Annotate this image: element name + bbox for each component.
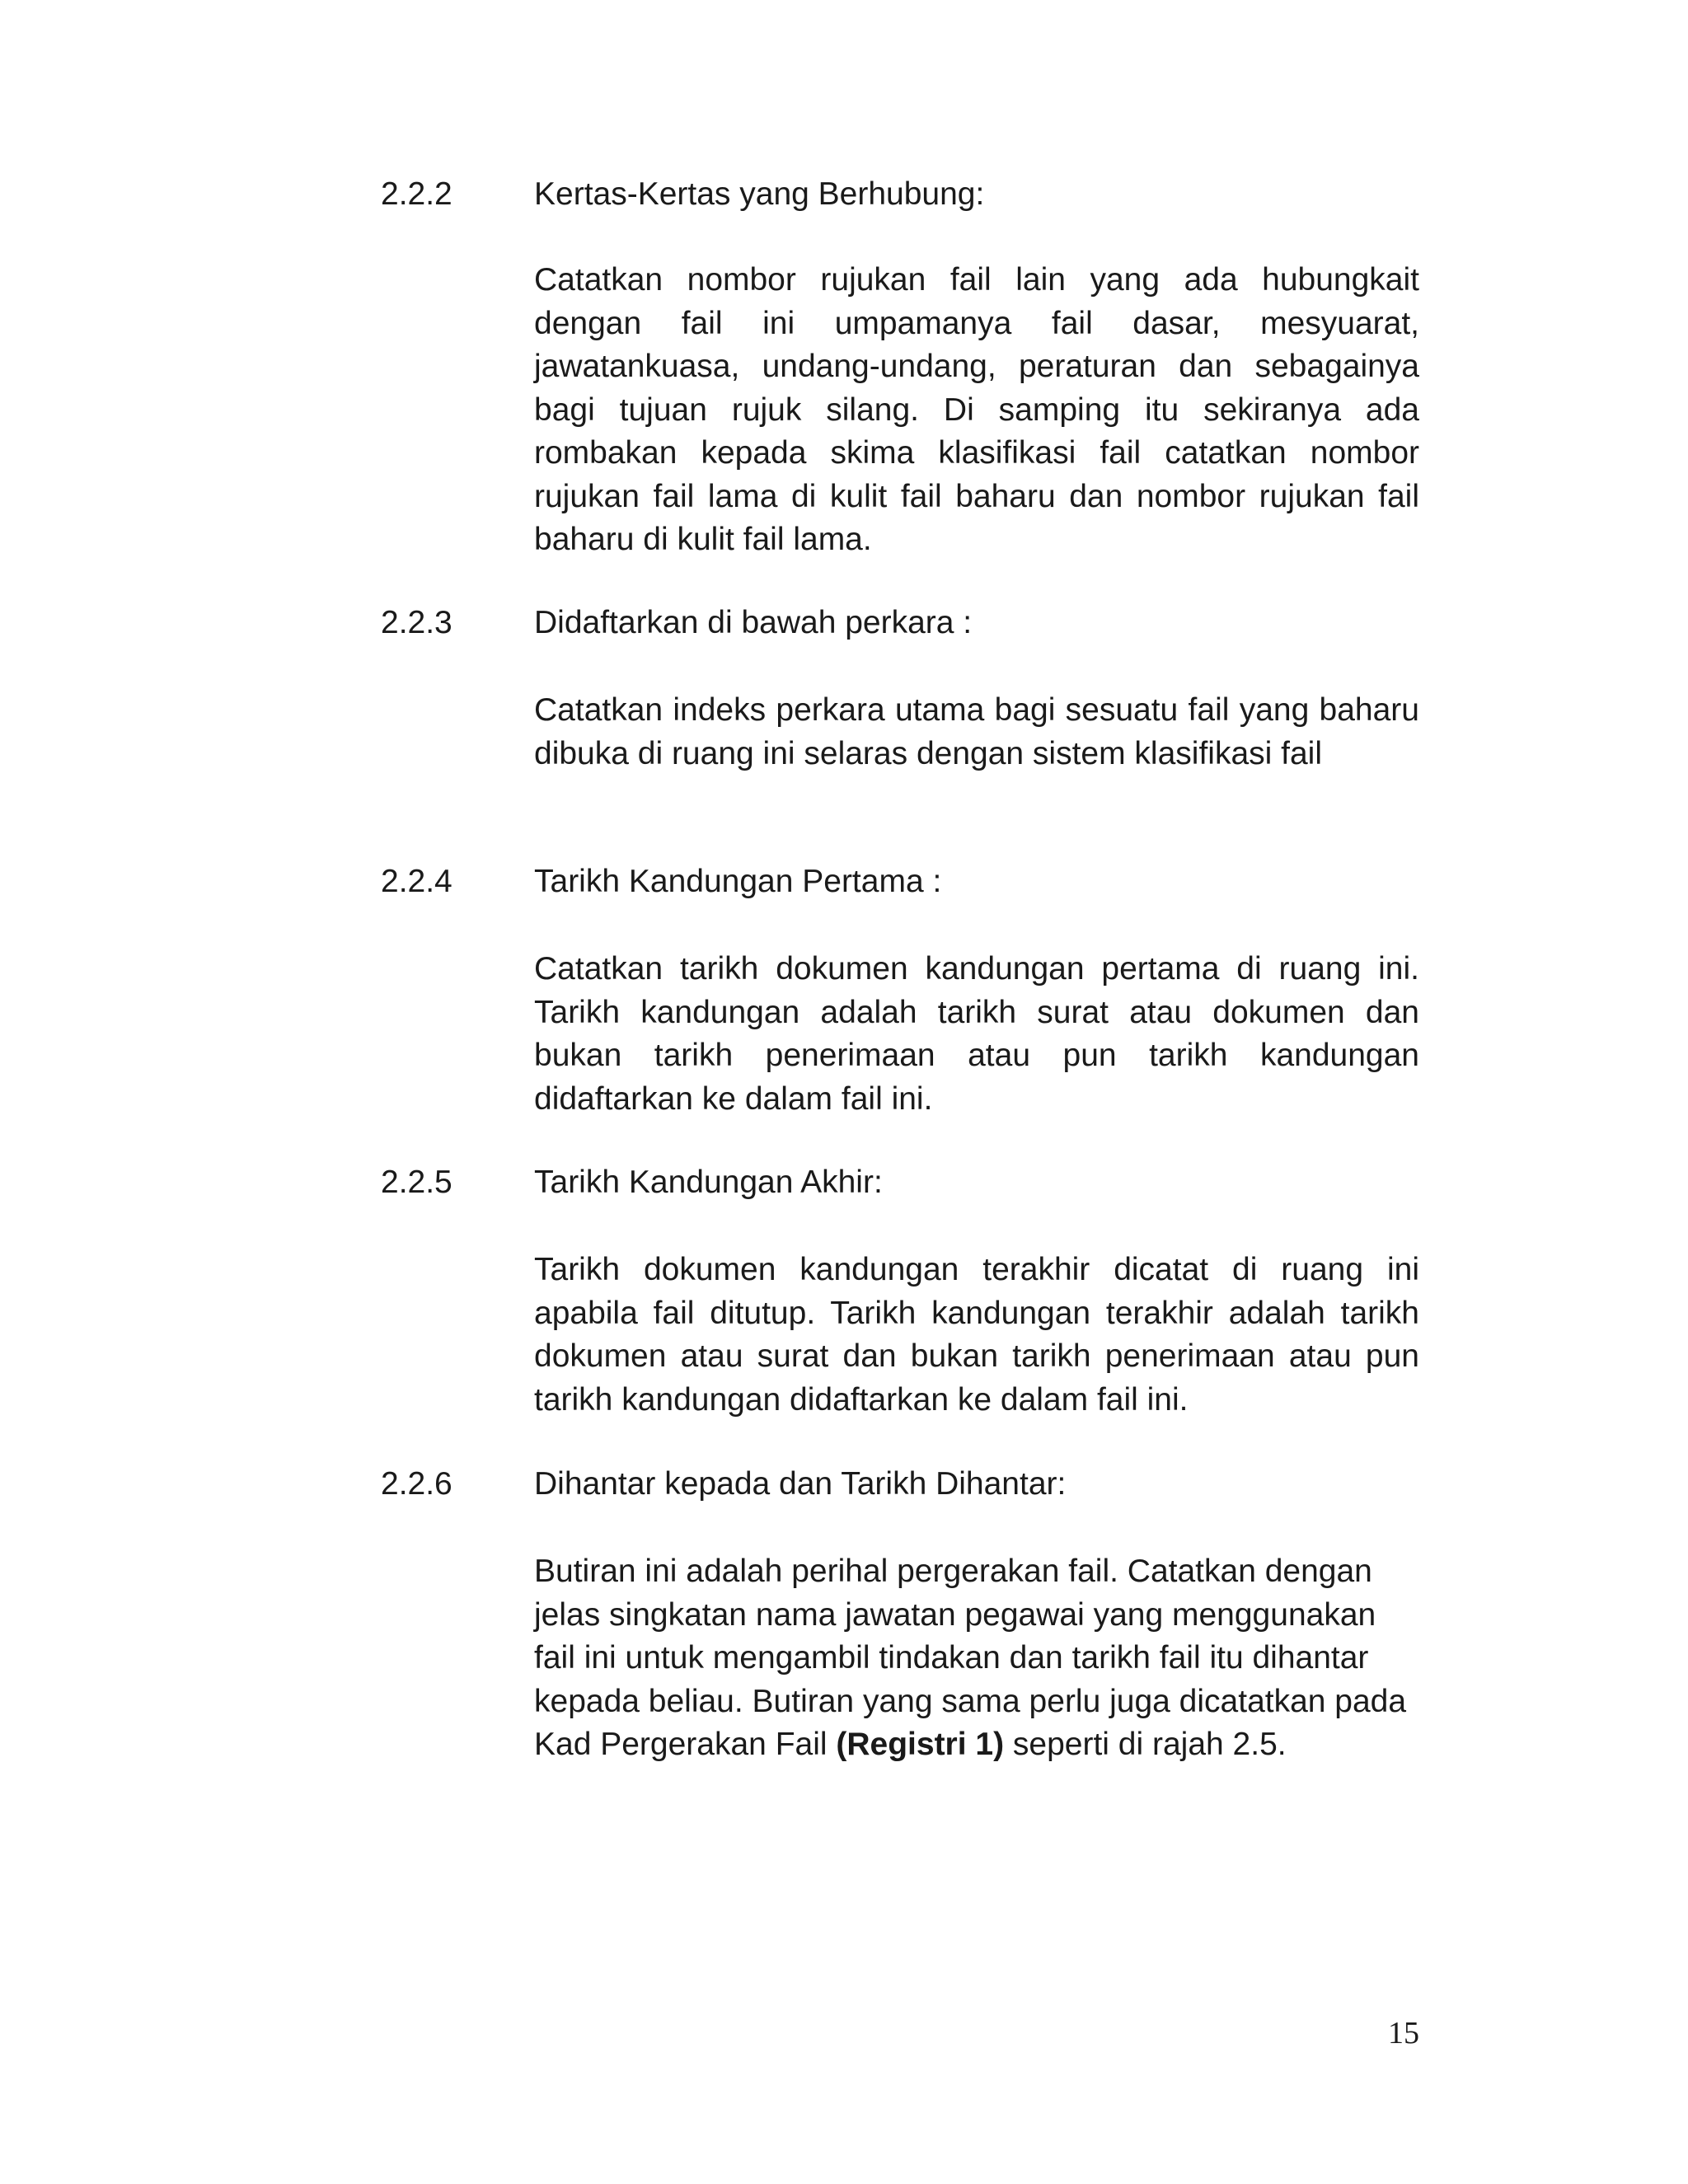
section-body: Catatkan tarikh dokumen kandungan pertama di ruang ini. Tarikh kandungan adalah tarikh surat atau dokumen dan bukan tarikh penerimaan atau pun tarikh kandungan didaftarkan ke dalam fail ini. [534,951,1419,1117]
section-body: Catatkan nombor rujukan fail lain yang ada hubungkait dengan fail ini umpamanya fail dasar, mesyuarat, jawatankuasa, undang-undang, peraturan dan sebagainya bagi tujuan rujuk silang. Di samping itu sekiranya ada rombakan kepada skima klasifikasi fail catatkan nombor rujukan fail lama di kulit fail baharu dan nombor rujukan fail baharu di kulit fail lama. [534,262,1419,557]
page-number: 15 [1388,2016,1419,2050]
section-title: Tarikh Kandungan Pertama : [534,864,942,899]
registri-reference: (Registri 1) [836,1727,1005,1762]
body-text-end: seperti di rajah 2.5. [1004,1727,1287,1762]
section-title: Dihantar kepada dan Tarikh Dihantar: [534,1466,1067,1502]
section-body [534,1550,1419,1767]
section-title: Didaftarkan di bawah perkara : [534,605,973,640]
section-number: 2.2.5 [381,1165,452,1200]
section-body: Tarikh dokumen kandungan terakhir dicatat di ruang ini apabila fail ditutup. Tarikh kandungan terakhir adalah tarikh dokumen atau surat dan bukan tarikh penerimaan atau pun tarikh kandungan didaftarkan ke dalam fail ini. [534,1252,1419,1418]
section-number: 2.2.6 [381,1466,452,1502]
section-number: 2.2.4 [381,864,452,899]
section-title: Tarikh Kandungan Akhir: [534,1165,883,1200]
section-number: 2.2.2 [381,176,452,212]
section-body: Catatkan indeks perkara utama bagi sesuatu fail yang baharu dibuka di ruang ini selaras dengan sistem klasifikasi fail [534,692,1419,771]
section-title: Kertas-Kertas yang Berhubung: [534,176,985,212]
section-number: 2.2.3 [381,605,452,640]
body-text: Butiran ini adalah perihal pergerakan fail. Catatkan dengan jelas singkatan nama jawatan pegawai yang menggunakan fail ini untuk mengambil tindakan dan tarikh fail itu dihantar kepada beliau. Butiran yang sama perlu juga dicatatkan pada Kad Pergerakan Fail [534,1554,1407,1762]
